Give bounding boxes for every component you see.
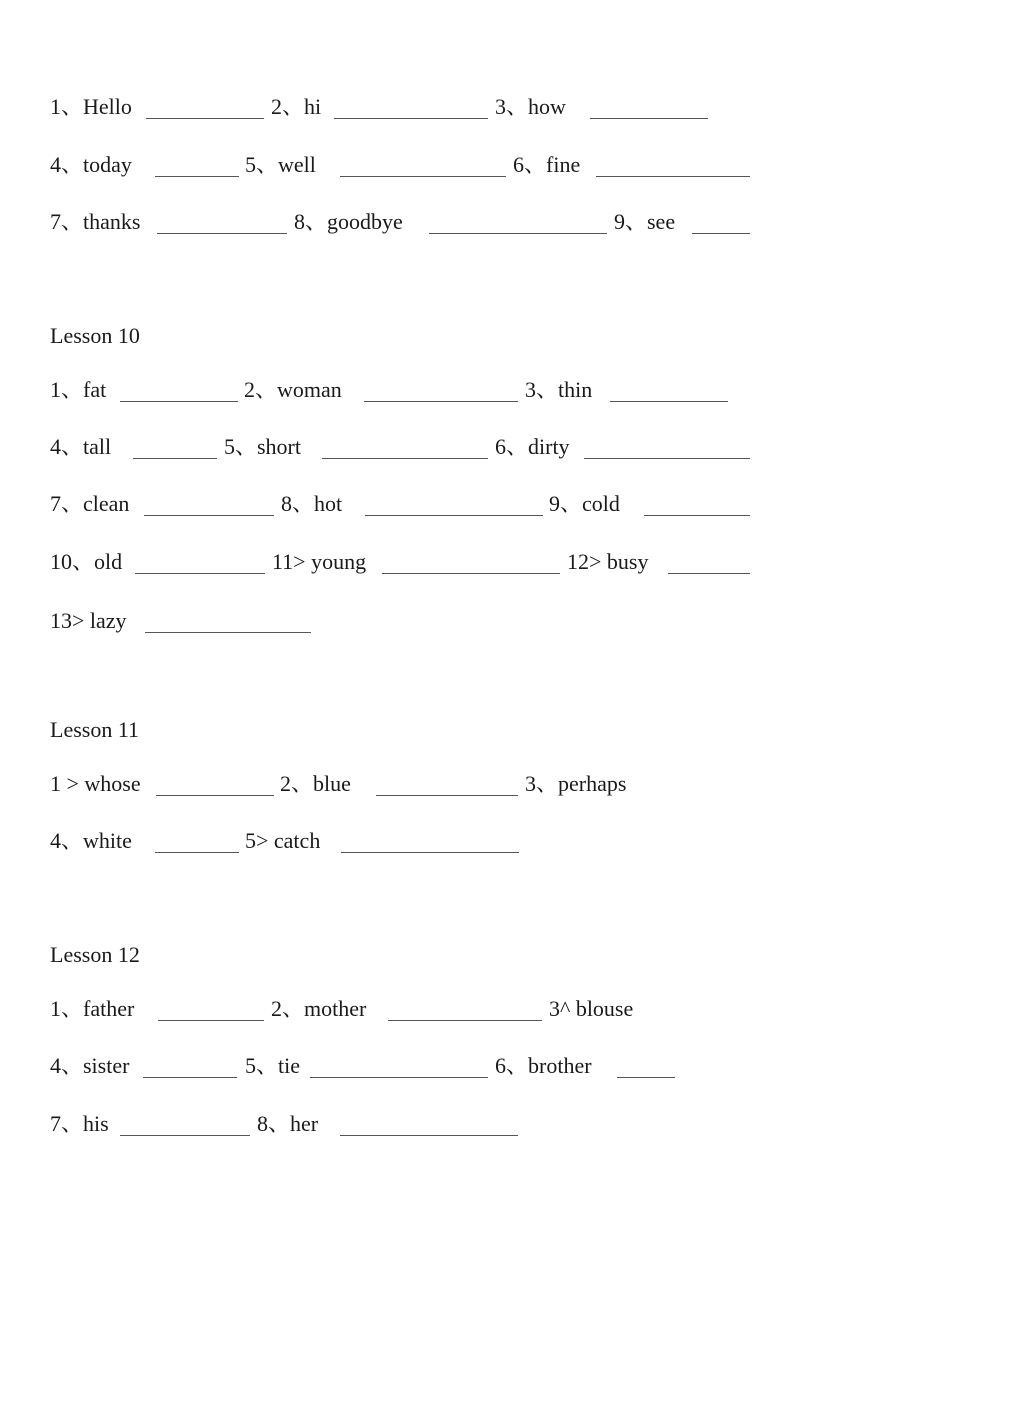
vocab-word: 2、blue (280, 771, 351, 796)
vocab-word: 5> catch (245, 828, 321, 853)
lesson-title: Lesson 11 (50, 717, 140, 742)
vocab-word: 10、old (50, 549, 123, 574)
answer-blank[interactable] (365, 515, 543, 516)
answer-blank[interactable] (692, 233, 750, 234)
vocab-word: 9、cold (549, 491, 620, 516)
vocab-word: 6、fine (513, 152, 581, 177)
vocab-word: 4、white (50, 828, 132, 853)
answer-blank[interactable] (584, 458, 750, 459)
vocab-word: 5、short (224, 434, 302, 459)
vocab-word: 11> young (272, 549, 367, 574)
vocab-word: 4、sister (50, 1053, 130, 1078)
answer-blank[interactable] (668, 573, 750, 574)
vocab-word: 13> lazy (50, 608, 127, 633)
answer-blank[interactable] (617, 1077, 675, 1078)
lesson-title: Lesson 12 (50, 942, 140, 967)
worksheet-row (50, 491, 770, 521)
vocab-word: 2、woman (244, 377, 342, 402)
answer-blank[interactable] (340, 176, 506, 177)
vocab-word: 5、well (245, 152, 316, 177)
lesson-title: Lesson 10 (50, 323, 140, 348)
worksheet-row (50, 209, 770, 239)
vocab-word: 9、see (614, 209, 676, 234)
answer-blank[interactable] (145, 632, 311, 633)
vocab-word: 3、thin (525, 377, 593, 402)
answer-blank[interactable] (596, 176, 750, 177)
worksheet-row (50, 1111, 770, 1141)
worksheet-row (50, 434, 770, 464)
vocab-word: 4、today (50, 152, 132, 177)
worksheet-row (50, 771, 770, 801)
vocab-word: 6、dirty (495, 434, 570, 459)
answer-blank[interactable] (590, 118, 708, 119)
worksheet-row (50, 1053, 770, 1083)
vocab-word: 1、fat (50, 377, 107, 402)
answer-blank[interactable] (156, 795, 274, 796)
answer-blank[interactable] (144, 515, 274, 516)
vocab-word: 7、thanks (50, 209, 141, 234)
vocab-word: 6、brother (495, 1053, 592, 1078)
vocab-word: 3、how (495, 94, 566, 119)
answer-blank[interactable] (143, 1077, 237, 1078)
answer-blank[interactable] (135, 573, 265, 574)
answer-blank[interactable] (341, 852, 519, 853)
vocab-word: 7、his (50, 1111, 109, 1136)
answer-blank[interactable] (322, 458, 488, 459)
answer-blank[interactable] (158, 1020, 264, 1021)
vocab-word: 1、Hello (50, 94, 132, 119)
vocab-word: 12> busy (567, 549, 649, 574)
worksheet-row (50, 94, 770, 124)
worksheet-row (50, 608, 770, 638)
answer-blank[interactable] (310, 1077, 488, 1078)
vocab-word: 3、perhaps (525, 771, 627, 796)
vocab-word: 4、tall (50, 434, 112, 459)
vocab-word: 1、father (50, 996, 135, 1021)
answer-blank[interactable] (155, 852, 239, 853)
worksheet-row (50, 152, 770, 182)
answer-blank[interactable] (610, 401, 728, 402)
answer-blank[interactable] (340, 1135, 518, 1136)
vocab-word: 5、tie (245, 1053, 300, 1078)
worksheet-row (50, 828, 770, 858)
vocab-word: 8、her (257, 1111, 319, 1136)
answer-blank[interactable] (120, 1135, 250, 1136)
answer-blank[interactable] (157, 233, 287, 234)
vocab-word: 8、hot (281, 491, 343, 516)
answer-blank[interactable] (146, 118, 264, 119)
vocab-word: 7、clean (50, 491, 130, 516)
answer-blank[interactable] (429, 233, 607, 234)
answer-blank[interactable] (376, 795, 518, 796)
answer-blank[interactable] (155, 176, 239, 177)
worksheet-row (50, 996, 770, 1026)
answer-blank[interactable] (133, 458, 217, 459)
answer-blank[interactable] (364, 401, 518, 402)
vocab-word: 1 > whose (50, 771, 141, 796)
answer-blank[interactable] (382, 573, 560, 574)
answer-blank[interactable] (334, 118, 488, 119)
worksheet-row (50, 377, 770, 407)
vocab-word: 2、hi (271, 94, 322, 119)
vocab-word: 3^ blouse (549, 996, 634, 1021)
answer-blank[interactable] (388, 1020, 542, 1021)
worksheet-row (50, 549, 770, 579)
vocab-word: 8、goodbye (294, 209, 403, 234)
vocab-word: 2、mother (271, 996, 367, 1021)
answer-blank[interactable] (120, 401, 238, 402)
answer-blank[interactable] (644, 515, 750, 516)
